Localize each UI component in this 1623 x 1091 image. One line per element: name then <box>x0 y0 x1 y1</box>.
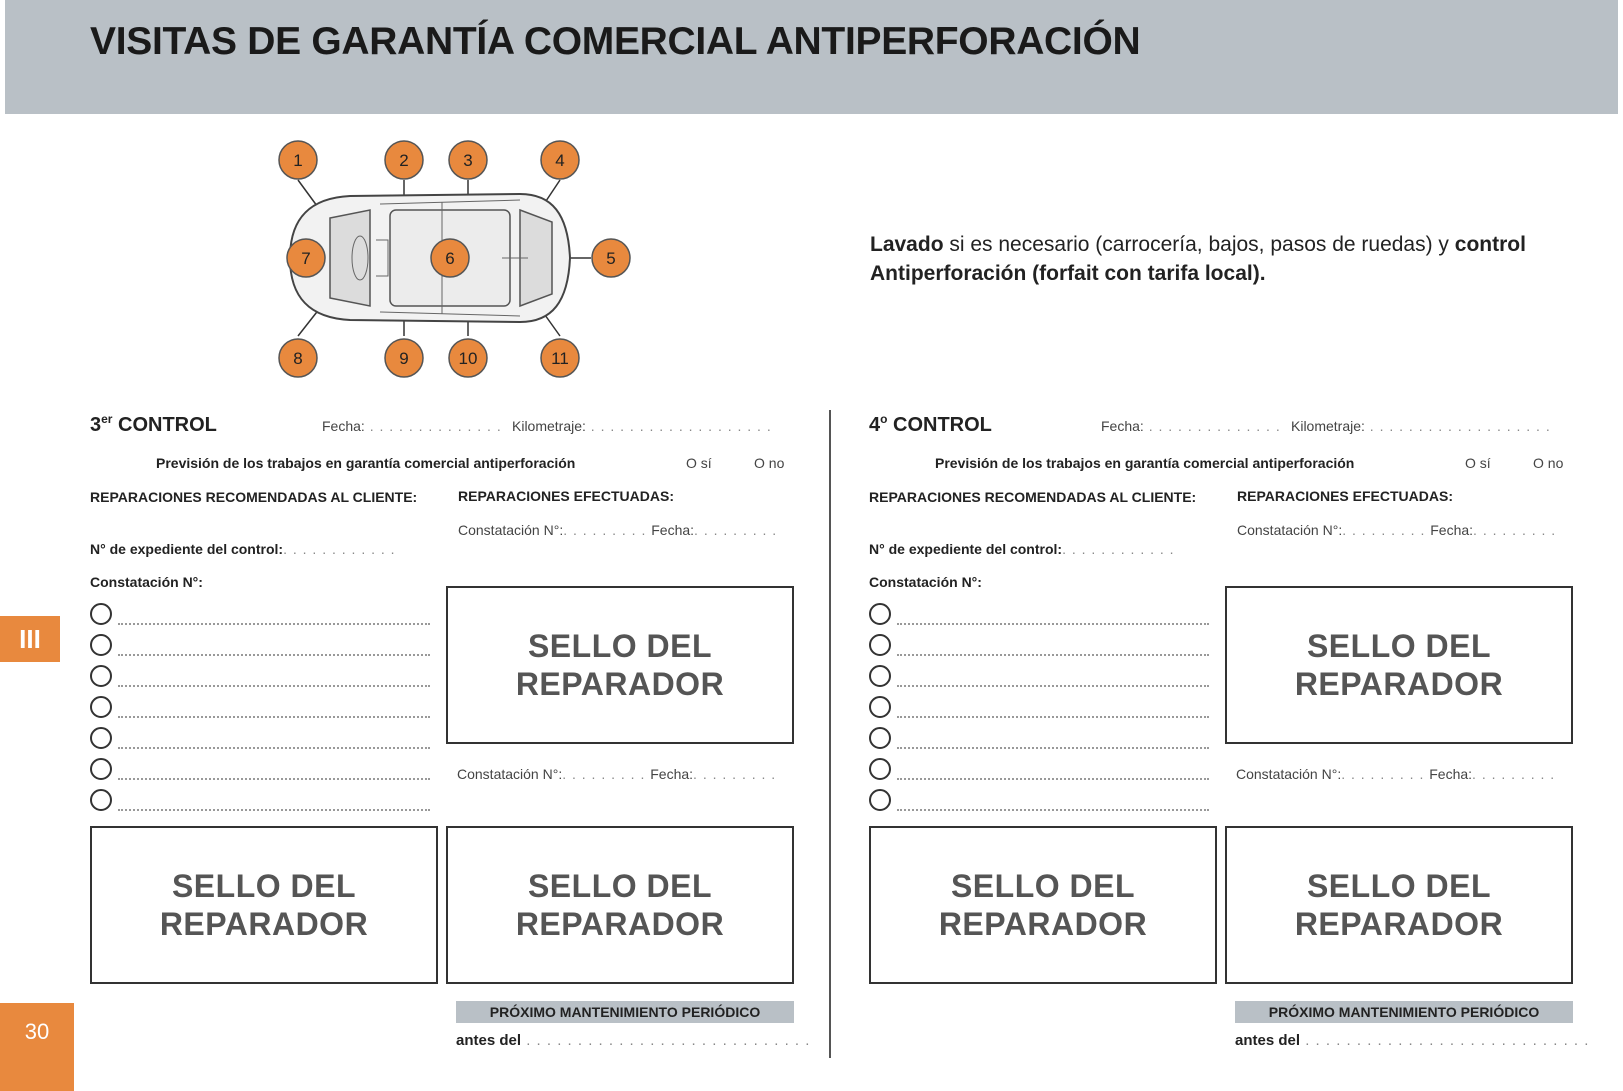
mileage-field[interactable]: Kilometraje: . . . . . . . . . . . . . . . . . . . <box>1291 418 1551 434</box>
marker-3 <box>449 141 487 179</box>
repairer-stamp-box: SELLO DEL REPARADOR <box>446 826 794 984</box>
list-item[interactable] <box>869 751 1209 782</box>
repairer-stamp-box: SELLO DEL REPARADOR <box>1225 826 1573 984</box>
option-no[interactable]: O no <box>1533 455 1564 471</box>
checkbox[interactable] <box>869 696 891 718</box>
constatacion-label: Constatación N°: <box>869 574 982 590</box>
forecast-label: Previsión de los trabajos en garantía comercial antiperforación <box>156 455 576 471</box>
repair-checklist <box>869 596 1209 813</box>
marker-7 <box>287 239 325 277</box>
repairer-stamp-box: SELLO DEL REPARADOR <box>90 826 438 984</box>
constatacion-date-field[interactable]: Constatación N°:. . . . . . . . . Fecha:. . . . . . . . . <box>1237 522 1557 538</box>
checkbox[interactable] <box>869 758 891 780</box>
checkbox[interactable] <box>90 727 112 749</box>
marker-1 <box>279 141 317 179</box>
page-number: 30 <box>0 1003 74 1091</box>
svg-text:3: 3 <box>463 151 473 170</box>
svg-text:6: 6 <box>445 249 455 268</box>
forecast-label: Previsión de los trabajos en garantía comercial antiperforación <box>935 455 1355 471</box>
checkbox[interactable] <box>90 603 112 625</box>
recommended-repairs-title: REPARACIONES RECOMENDADAS AL CLIENTE: <box>869 489 1197 505</box>
list-item[interactable] <box>90 689 430 720</box>
before-date-field[interactable]: antes del . . . . . . . . . . . . . . . . . . . . . . . . . . . . <box>1235 1032 1590 1049</box>
chapter-tab: III <box>0 616 60 662</box>
repair-checklist <box>90 596 430 813</box>
list-item[interactable] <box>869 658 1209 689</box>
marker-10 <box>449 339 487 377</box>
option-no[interactable]: O no <box>754 455 785 471</box>
constatacion-date-field[interactable]: Constatación N°:. . . . . . . . . Fecha:. . . . . . . . . <box>458 522 778 538</box>
expediente-field[interactable]: N° de expediente del control:. . . . . . . . . . . . <box>90 541 396 557</box>
next-maintenance-label: PRÓXIMO MANTENIMIENTO PERIÓDICO <box>1235 1001 1573 1023</box>
svg-text:10: 10 <box>458 349 478 368</box>
checkbox[interactable] <box>90 665 112 687</box>
list-item[interactable] <box>869 782 1209 813</box>
svg-text:4: 4 <box>555 151 565 170</box>
marker-4 <box>541 141 579 179</box>
checkbox[interactable] <box>90 634 112 656</box>
done-repairs-title: REPARACIONES EFECTUADAS: <box>1237 488 1453 504</box>
svg-text:11: 11 <box>551 349 569 368</box>
marker-2 <box>385 141 423 179</box>
list-item[interactable] <box>90 627 430 658</box>
repairer-stamp-box: SELLO DEL REPARADOR <box>446 586 794 744</box>
mileage-field[interactable]: Kilometraje: . . . . . . . . . . . . . . . . . . . <box>512 418 772 434</box>
intro-text-1: si es necesario (carrocería, bajos, pasos de ruedas) y <box>943 233 1455 256</box>
intro-bold-1: Lavado <box>870 233 944 256</box>
list-item[interactable] <box>869 596 1209 627</box>
before-date-field[interactable]: antes del . . . . . . . . . . . . . . . . . . . . . . . . . . . . <box>456 1032 811 1049</box>
car-top-view-icon <box>270 140 670 400</box>
marker-8 <box>279 339 317 377</box>
option-yes[interactable]: O sí <box>1465 455 1491 471</box>
control-title: 3er CONTROL <box>90 412 217 436</box>
constatacion-date-field-2[interactable]: Constatación N°:. . . . . . . . . Fecha:. . . . . . . . . <box>1236 766 1556 782</box>
intro-bold-2: control Antiperforación (forfait con tarifa local). <box>870 233 1526 285</box>
intro-text <box>870 230 1570 288</box>
next-maintenance-label: PRÓXIMO MANTENIMIENTO PERIÓDICO <box>456 1001 794 1023</box>
constatacion-label: Constatación N°: <box>90 574 203 590</box>
svg-text:5: 5 <box>606 249 616 268</box>
option-yes[interactable]: O sí <box>686 455 712 471</box>
list-item[interactable] <box>90 658 430 689</box>
list-item[interactable] <box>869 627 1209 658</box>
column-divider <box>829 410 831 1058</box>
checkbox[interactable] <box>90 758 112 780</box>
svg-text:7: 7 <box>301 249 311 268</box>
svg-text:9: 9 <box>399 349 409 368</box>
list-item[interactable] <box>869 720 1209 751</box>
list-item[interactable] <box>869 689 1209 720</box>
list-item[interactable] <box>90 782 430 813</box>
control-panel-4 <box>869 410 1590 1060</box>
checkbox[interactable] <box>869 789 891 811</box>
checkbox[interactable] <box>869 634 891 656</box>
checkbox[interactable] <box>869 665 891 687</box>
list-item[interactable] <box>90 751 430 782</box>
marker-9 <box>385 339 423 377</box>
date-field[interactable]: Fecha: . . . . . . . . . . . . . . <box>322 418 502 434</box>
checkbox[interactable] <box>90 789 112 811</box>
constatacion-date-field-2[interactable]: Constatación N°:. . . . . . . . . Fecha:. . . . . . . . . <box>457 766 777 782</box>
date-field[interactable]: Fecha: . . . . . . . . . . . . . . <box>1101 418 1281 434</box>
marker-6 <box>431 239 469 277</box>
svg-text:8: 8 <box>293 349 303 368</box>
list-item[interactable] <box>90 720 430 751</box>
recommended-repairs-title: REPARACIONES RECOMENDADAS AL CLIENTE: <box>90 489 418 505</box>
control-title: 4$^o$ CONTROL <box>869 412 992 436</box>
repairer-stamp-box: SELLO DEL REPARADOR <box>1225 586 1573 744</box>
control-panel-3 <box>90 410 811 1060</box>
repairer-stamp-box: SELLO DEL REPARADOR <box>869 826 1217 984</box>
marker-5 <box>592 239 630 277</box>
checkbox[interactable] <box>90 696 112 718</box>
svg-text:2: 2 <box>399 151 409 170</box>
checkbox[interactable] <box>869 727 891 749</box>
list-item[interactable] <box>90 596 430 627</box>
page-title: VISITAS DE GARANTÍA COMERCIAL ANTIPERFORACIÓN <box>90 20 1141 63</box>
expediente-field[interactable]: N° de expediente del control:. . . . . . . . . . . . <box>869 541 1175 557</box>
done-repairs-title: REPARACIONES EFECTUADAS: <box>458 488 674 504</box>
checkbox[interactable] <box>869 603 891 625</box>
marker-11 <box>541 339 579 377</box>
svg-text:1: 1 <box>293 151 303 170</box>
